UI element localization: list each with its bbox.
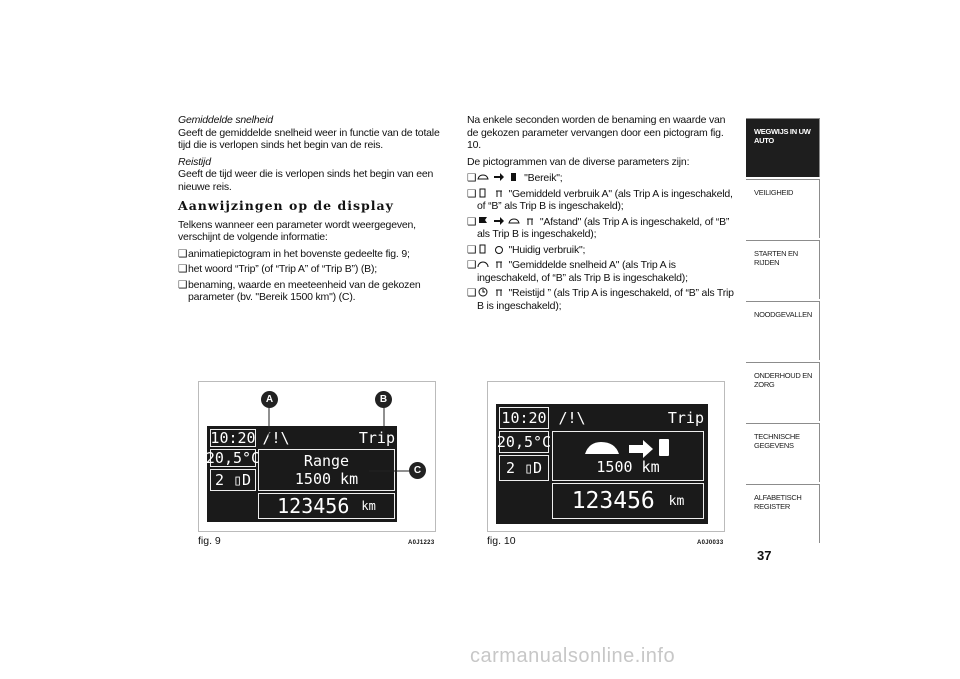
parameter-value: 1500 km <box>294 470 359 488</box>
parameter-value: 1500 km <box>596 458 660 476</box>
marker-a: A <box>261 391 278 408</box>
figure-9 <box>198 381 436 532</box>
figure-10-code: A0J0033 <box>697 540 724 546</box>
car-icon <box>508 216 520 226</box>
list-item: ❑ "Reistijd ” (als Trip A is ingeschakeld, of “B” als Trip B is ingeschakeld); <box>467 287 734 312</box>
bullet-icon: ❑ <box>467 243 477 256</box>
arrow-icon <box>493 172 505 182</box>
tab-register[interactable]: ALFABETISCH REGISTER <box>746 484 820 543</box>
parameter-panel <box>552 431 704 481</box>
time-display: 10:20 <box>499 407 549 429</box>
lcd-display <box>207 426 397 522</box>
gear-display: 2 ▯ D <box>499 455 549 481</box>
right-column <box>467 114 739 315</box>
list-item: ❑ het woord “Trip” (of “Trip A” of “Trip B”) (B); <box>178 263 377 275</box>
bullet-icon: ❑ <box>467 172 477 184</box>
list-item: ❑ "Gemiddelde snelheid A" (als Trip A is ingeschakeld, of “B” als Trip B is ingeschakeld); <box>467 259 688 284</box>
fuel-pump-icon <box>477 188 489 198</box>
chapter-tabs <box>746 118 820 545</box>
list-item: ❑ benaming, waarde en meeteenheid van de gekozen parameter (bv. "Bereik 1500 km") (C). <box>178 278 421 303</box>
temperature-display: 20,5°C <box>205 449 261 467</box>
icons-intro: De pictogrammen van de diverse parameters zijn: <box>467 155 690 168</box>
list-item: ❑ animatiepictogram in het bovenste gedeelte fig. 9; <box>178 247 410 260</box>
tab-starten[interactable]: STARTEN EN RIJDEN <box>746 240 820 299</box>
heading-avg-speed: Gemiddelde snelheid <box>178 114 273 126</box>
bullet-icon: ❑ <box>467 287 477 299</box>
fuel-pump-icon <box>508 172 520 182</box>
tab-veiligheid[interactable]: VEILIGHEID <box>746 179 820 238</box>
figure-9-code: A0J1223 <box>408 540 435 546</box>
list-item: ❑ "Huidig verbruik"; <box>467 243 586 256</box>
intro-text: Telkens wanneer een parameter wordt weergegeven, verschijnt de volgende informatie: <box>178 218 416 243</box>
list-item: ❑ "Gemiddeld verbruik A" (als Trip A is ingeschakeld, of “B” als Trip B is ingeschakeld); <box>467 187 733 212</box>
warning-icon: /!\ <box>558 409 586 427</box>
list-item: ❑ "Bereik"; <box>467 172 563 184</box>
page-number: 37 <box>757 548 772 563</box>
arrow-icon <box>493 216 505 226</box>
lcd-display <box>496 404 708 524</box>
tab-wegwijs[interactable]: WEGWIJS IN UW AUTO <box>746 118 820 177</box>
bullet-icon: ❑ <box>178 247 188 260</box>
heading-trip-time: Reistijd <box>178 155 211 168</box>
list-item: ❑ "Afstand" (als Trip A is ingeschakeld, of “B” als Trip B is ingeschakeld); <box>467 215 730 240</box>
average-icon <box>493 287 505 297</box>
clock-icon <box>477 287 489 297</box>
range-icon <box>583 436 673 458</box>
parameter-panel <box>258 449 395 491</box>
flag-icon <box>477 216 489 226</box>
odometer: 123456 km <box>552 483 704 519</box>
watermark: carmanualsonline.info <box>470 645 676 667</box>
average-icon <box>524 216 536 226</box>
parameter-name: Range <box>303 452 350 470</box>
text-avg-speed: Geeft de gemiddelde snelheid weer in functie van de totale tijd die is verlopen sinds het begin van de reis. <box>178 126 440 151</box>
gear-display: 2 ▯ D <box>210 469 256 491</box>
trip-label: Trip <box>358 429 395 447</box>
figure-10-caption: fig. 10 <box>487 535 516 547</box>
text-trip-time: Geeft de tijd weer die is verlopen sinds het begin van een nieuwe reis. <box>178 168 434 193</box>
marker-c: C <box>409 462 426 479</box>
gearbox-icon: ▯ <box>233 471 243 489</box>
bullet-icon: ❑ <box>467 187 477 200</box>
tab-noodgevallen[interactable]: NOODGEVALLEN <box>746 301 820 360</box>
average-icon <box>493 188 505 198</box>
figure-9-caption: fig. 9 <box>198 535 221 547</box>
tab-technische[interactable]: TECHNISCHE GEGEVENS <box>746 423 820 482</box>
section-title: Aanwijzingen op de display <box>178 198 394 213</box>
average-icon <box>493 259 505 269</box>
time-display: 10:20 <box>210 429 256 447</box>
odometer: 123456 km <box>258 493 395 519</box>
bullet-icon: ❑ <box>178 278 188 291</box>
trip-label: Trip <box>667 409 704 427</box>
marker-b: B <box>375 391 392 408</box>
bullet-icon: ❑ <box>178 263 188 275</box>
speedometer-icon <box>477 259 489 269</box>
gearbox-icon: ▯ <box>524 459 534 477</box>
warning-icon: /!\ <box>262 429 290 447</box>
bullet-icon: ❑ <box>467 259 477 271</box>
intro-text: Na enkele seconden worden de benaming en waarde van de gekozen parameter vervangen door een pictogram fig. 10. <box>467 114 726 151</box>
bullet-icon: ❑ <box>467 215 477 228</box>
temperature-display: 20,5°C <box>496 433 552 451</box>
gauge-icon <box>493 244 505 254</box>
car-icon <box>477 172 489 182</box>
tab-onderhoud[interactable]: ONDERHOUD EN ZORG <box>746 362 820 421</box>
left-column <box>178 114 450 307</box>
figure-10 <box>487 381 725 532</box>
fuel-pump-icon <box>477 244 489 254</box>
